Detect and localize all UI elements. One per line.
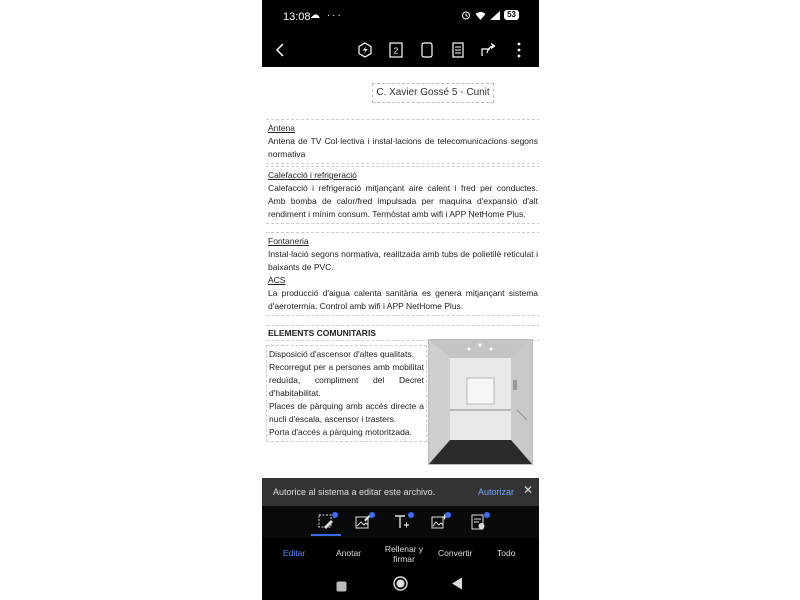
system-navigation-bar bbox=[262, 570, 539, 600]
comunitaris-heading: ELEMENTS COMUNITARIS bbox=[266, 325, 539, 341]
alarm-icon bbox=[461, 10, 471, 20]
comunitaris-line: Disposició d'ascensor d'altes qualitats. bbox=[269, 349, 414, 359]
home-icon[interactable] bbox=[393, 576, 408, 596]
edit-image-tool[interactable] bbox=[348, 510, 378, 534]
recent-apps-icon[interactable] bbox=[336, 579, 347, 597]
system-icons bbox=[461, 10, 519, 20]
notice-text: Autorice al sistema a editar este archivo. bbox=[273, 487, 436, 497]
tab-editar[interactable]: Editar bbox=[283, 548, 306, 558]
section-fontaneria bbox=[266, 232, 539, 316]
add-text-tool[interactable] bbox=[387, 510, 417, 534]
page-tool[interactable] bbox=[463, 510, 493, 534]
section-calefaccio bbox=[266, 166, 539, 224]
notification-icons: ☁ ··· bbox=[310, 10, 343, 21]
comunitaris-text bbox=[266, 345, 427, 442]
status-time: 13:08 bbox=[283, 11, 311, 23]
comunitaris-line: Porta d'accés a pàrquing motoritzada. bbox=[269, 427, 412, 437]
app-toolbar bbox=[262, 34, 539, 67]
more-options-icon[interactable] bbox=[512, 41, 526, 59]
page-number-icon[interactable] bbox=[387, 41, 405, 59]
badge-dot bbox=[332, 512, 338, 518]
antena-text: Antena de TV Col·lectiva i instal·lacions de telecomunicacions segons normativa bbox=[268, 136, 538, 159]
battery-icon: 53 bbox=[504, 10, 519, 20]
tab-anotar[interactable]: Anotar bbox=[336, 548, 362, 558]
badge-dot bbox=[408, 512, 414, 518]
badge-dot bbox=[484, 512, 490, 518]
address-title: C. Xavier Gossé 5 - Cunit bbox=[372, 83, 494, 103]
back-nav-icon[interactable] bbox=[451, 577, 463, 595]
antena-heading: Antena bbox=[268, 123, 295, 133]
edit-text-tool[interactable] bbox=[311, 510, 341, 536]
authorize-button[interactable]: Autorizar bbox=[478, 487, 515, 497]
signal-icon bbox=[490, 11, 500, 20]
status-bar bbox=[262, 0, 539, 34]
share-icon[interactable] bbox=[480, 41, 498, 59]
badge-dot bbox=[369, 512, 375, 518]
calefaccio-text: Calefacció i refrigeració mitjançant aire calent i fred per conductes. Amb bomba de calor/fred impulsada per maquina d'expansió d'alt rendiment i mínim consum. Termòstat amb wifi i APP NetHome Plus. bbox=[268, 183, 538, 219]
close-icon[interactable]: ✕ bbox=[523, 483, 534, 497]
fontaneria-heading: Fontaneria bbox=[268, 236, 309, 246]
fontaneria-text: Instal·lació segons normativa, realitzada amb tubs de polietilè reticulat i baixants de PVC. bbox=[268, 249, 538, 272]
edit-tools-bar bbox=[262, 506, 539, 538]
comunitaris-line: Recorregut per a persones amb mobilitat reduïda, compliment del Decret d'habitabilitat. bbox=[269, 362, 424, 398]
comunitaris-line: Places de pàrquing amb accés directe a nucli d'escala, ascensor i trasters. bbox=[269, 401, 424, 424]
document-page bbox=[262, 67, 539, 478]
page-number-text: 2 bbox=[393, 46, 399, 56]
phone-screen bbox=[262, 0, 539, 600]
ai-assistant-icon[interactable] bbox=[356, 41, 374, 59]
document-list-icon[interactable] bbox=[449, 41, 467, 59]
back-icon[interactable] bbox=[272, 41, 288, 59]
elevator-photo bbox=[428, 339, 533, 465]
section-antena bbox=[266, 119, 539, 164]
add-image-tool[interactable] bbox=[424, 510, 454, 534]
acs-heading: ACS bbox=[268, 275, 286, 285]
tab-convertir[interactable]: Convertir bbox=[438, 548, 473, 558]
acs-text: La producció d'aigua calenta sanitària es genera mitjançant sistema d'aerotermia. Control amb wifi i APP NetHome Plus. bbox=[268, 288, 538, 311]
view-mode-icon[interactable] bbox=[418, 41, 436, 59]
badge-dot bbox=[445, 512, 451, 518]
wifi-icon bbox=[475, 11, 486, 20]
bottom-tabs bbox=[262, 538, 539, 570]
permission-notice bbox=[262, 478, 539, 506]
tab-todo[interactable]: Todo bbox=[497, 548, 516, 558]
calefaccio-heading: Calefacció i refrigeració bbox=[268, 170, 357, 180]
tab-rellenar-firmar[interactable]: Rellenar y firmar bbox=[384, 544, 424, 564]
